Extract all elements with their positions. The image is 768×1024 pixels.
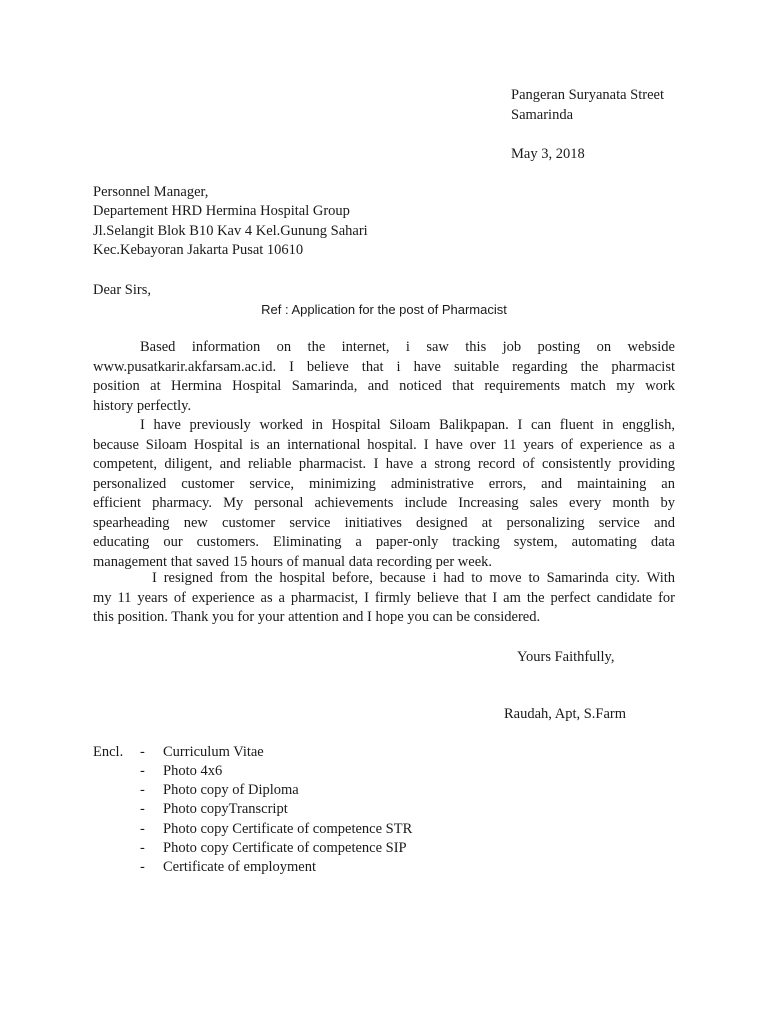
enclosure-item [140, 743, 264, 763]
enclosure-text: Photo 4x6 [163, 763, 223, 779]
enclosure-text: Curriculum Vitae [163, 744, 264, 760]
paragraph-line: because Siloam Hospital is an international hospital. I have over 11 years of experience as a [93, 436, 675, 453]
paragraph-line: I have previously worked in Hospital Siloam Balikpapan. I can fluent in engglish, [140, 417, 675, 433]
paragraph-line: personalized customer service, minimizing administrative errors, and maintaining an [93, 475, 675, 492]
enclosure-text: Photo copy Certificate of competence STR [163, 821, 413, 837]
enclosure-bullet: - [140, 840, 145, 856]
closing: Yours Faithfully, [517, 649, 615, 665]
paragraph-line: educating our customers. Eliminating a paper-only tracking system, automating data [93, 534, 675, 550]
enclosure-item [140, 839, 407, 859]
paragraph-line: history perfectly. [93, 397, 192, 414]
enclosures-label: Encl. [93, 744, 124, 760]
enclosure-bullet: - [140, 821, 145, 837]
salutation: Dear Sirs, [93, 282, 151, 298]
enclosure-bullet: - [140, 744, 145, 760]
paragraph-line: competent, diligent, and reliable pharmacist. I have a strong record of consistently providing [93, 456, 675, 472]
enclosure-bullet: - [140, 763, 145, 779]
enclosure-item [140, 781, 299, 801]
paragraph-line: spearheading new customer service initiatives designed at personalizing service and [93, 514, 675, 531]
recipient-address-street: Jl.Selangit Blok B10 Kav 4 Kel.Gunung Sahari [93, 223, 368, 239]
enclosure-text: Certificate of employment [163, 859, 317, 875]
body-paragraph-3 [93, 569, 675, 628]
paragraph-line: position at Hermina Hospital Samarinda, and noticed that requirements match my work [93, 378, 675, 394]
enclosure-item [140, 858, 316, 878]
recipient-title: Personnel Manager, [93, 184, 209, 200]
body-paragraph-1 [93, 338, 675, 416]
paragraph-line: my 11 years of experience as a pharmacist, I firmly believe that I am the perfect candidate for [93, 589, 675, 606]
paragraph-line: this position. Thank you for your attention and I hope you can be considered. [93, 609, 541, 625]
enclosure-text: Photo copy of Diploma [163, 782, 299, 798]
paragraph-line: efficient pharmacy. My personal achievements include Increasing sales every month by [93, 495, 675, 511]
paragraph-line: www.pusatkarir.akfarsam.ac.id. I believe that i have suitable regarding the pharmacist [93, 358, 675, 375]
recipient-address-city: Kec.Kebayoran Jakarta Pusat 10610 [93, 242, 304, 258]
enclosure-bullet: - [140, 859, 145, 875]
enclosure-text: Photo copy Certificate of competence SIP [163, 840, 407, 856]
enclosure-item [140, 800, 288, 820]
enclosure-item [140, 820, 412, 840]
signature-name: Raudah, Apt, S.Farm [504, 706, 627, 722]
reference-line: Ref : Application for the post of Pharmacist [261, 302, 507, 317]
body-paragraph-2 [93, 416, 675, 572]
paragraph-line: I resigned from the hospital before, because i had to move to Samarinda city. With [152, 570, 675, 586]
enclosure-item [140, 762, 222, 782]
enclosure-bullet: - [140, 801, 145, 817]
enclosure-text: Photo copyTranscript [163, 801, 288, 817]
sender-city: Samarinda [511, 107, 574, 123]
paragraph-line: management that saved 15 hours of manual data recording per week. [93, 553, 493, 570]
sender-street: Pangeran Suryanata Street [511, 87, 665, 103]
enclosure-bullet: - [140, 782, 145, 798]
paragraph-line: Based information on the internet, i saw this job posting on webside [140, 339, 675, 355]
letter-date: May 3, 2018 [511, 146, 585, 162]
recipient-department: Departement HRD Hermina Hospital Group [93, 203, 350, 219]
